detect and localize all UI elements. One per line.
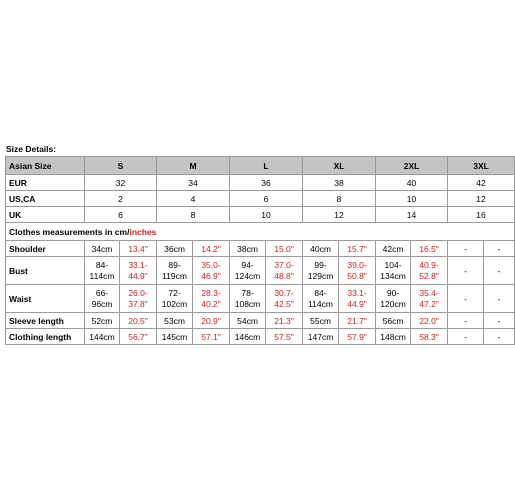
measurement-row — [6, 257, 515, 285]
row-label: Clothing length — [6, 329, 85, 345]
size-m-header: M — [157, 157, 230, 175]
cm-value: 72-102cm — [157, 285, 193, 313]
inch-value: 22.0" — [411, 313, 448, 329]
inch-value: 20.9" — [193, 313, 230, 329]
inch-value: 30.7-42.5" — [266, 285, 303, 313]
cm-value: 56cm — [376, 313, 411, 329]
measurement-row — [6, 313, 515, 329]
empty-cell: - — [448, 329, 484, 345]
cm-value: 146cm — [230, 329, 266, 345]
measurement-row — [6, 329, 515, 345]
size-3xl-header: 3XL — [448, 157, 515, 175]
cm-value: 94-124cm — [230, 257, 266, 285]
cm-value: 145cm — [157, 329, 193, 345]
empty-cell: - — [484, 285, 515, 313]
header-row — [6, 157, 515, 175]
inch-value: 13.4" — [120, 241, 157, 257]
empty-cell: - — [484, 257, 515, 285]
inch-value: 35.4-47.2" — [411, 285, 448, 313]
size-s-header: S — [85, 157, 157, 175]
row-label: US,CA — [6, 191, 85, 207]
size-value: 10 — [230, 207, 303, 223]
conversion-row — [6, 175, 515, 191]
row-label: Shoulder — [6, 241, 85, 257]
cm-value: 84-114cm — [303, 285, 339, 313]
size-value: 6 — [230, 191, 303, 207]
size-chart-table — [5, 156, 515, 345]
cm-value: 144cm — [85, 329, 120, 345]
size-value: 36 — [230, 175, 303, 191]
conversion-row — [6, 191, 515, 207]
cm-value: 104-134cm — [376, 257, 411, 285]
size-2xl-header: 2XL — [376, 157, 448, 175]
size-value: 4 — [157, 191, 230, 207]
row-label: UK — [6, 207, 85, 223]
size-value: 42 — [448, 175, 515, 191]
section-highlight: inches — [129, 226, 157, 237]
empty-cell: - — [448, 313, 484, 329]
inch-value: 15.7" — [339, 241, 376, 257]
inch-value: 35.0-46.9" — [193, 257, 230, 285]
cm-value: 40cm — [303, 241, 339, 257]
inch-value: 58.3" — [411, 329, 448, 345]
cm-value: 99-129cm — [303, 257, 339, 285]
size-value: 32 — [85, 175, 157, 191]
empty-cell: - — [448, 257, 484, 285]
row-label: Bust — [6, 257, 85, 285]
inch-value: 15.0" — [266, 241, 303, 257]
row-label: EUR — [6, 175, 85, 191]
section-heading — [6, 223, 515, 241]
inch-value: 56.7" — [120, 329, 157, 345]
cm-value: 90-120cm — [376, 285, 411, 313]
cm-value: 147cm — [303, 329, 339, 345]
size-value: 38 — [303, 175, 376, 191]
size-value: 6 — [85, 207, 157, 223]
size-l-header: L — [230, 157, 303, 175]
inch-value: 14.2" — [193, 241, 230, 257]
cm-value: 84-114cm — [85, 257, 120, 285]
cm-value: 34cm — [85, 241, 120, 257]
inch-value: 26.0-37.8" — [120, 285, 157, 313]
size-details-title: Size Details: — [6, 144, 57, 154]
measurement-row — [6, 241, 515, 257]
cm-value: 55cm — [303, 313, 339, 329]
empty-cell: - — [484, 329, 515, 345]
row-label: Sleeve length — [6, 313, 85, 329]
size-value: 34 — [157, 175, 230, 191]
inch-value: 57.9" — [339, 329, 376, 345]
conversion-row — [6, 207, 515, 223]
cm-value: 148cm — [376, 329, 411, 345]
cm-value: 42cm — [376, 241, 411, 257]
inch-value: 16.5" — [411, 241, 448, 257]
inch-value: 21.7" — [339, 313, 376, 329]
cm-value: 38cm — [230, 241, 266, 257]
cm-value: 54cm — [230, 313, 266, 329]
empty-cell: - — [448, 241, 484, 257]
size-value: 16 — [448, 207, 515, 223]
size-value: 8 — [157, 207, 230, 223]
size-value: 12 — [303, 207, 376, 223]
size-xl-header: XL — [303, 157, 376, 175]
size-value: 40 — [376, 175, 448, 191]
empty-cell: - — [448, 285, 484, 313]
cm-value: 53cm — [157, 313, 193, 329]
section-row — [6, 223, 515, 241]
inch-value: 21.3" — [266, 313, 303, 329]
inch-value: 20.5" — [120, 313, 157, 329]
cm-value: 66-96cm — [85, 285, 120, 313]
inch-value: 33.1-44.9" — [120, 257, 157, 285]
empty-cell: - — [484, 241, 515, 257]
row-label: Waist — [6, 285, 85, 313]
inch-value: 37.0-48.8" — [266, 257, 303, 285]
section-prefix: Clothes measurements in cm/ — [9, 226, 130, 237]
size-value: 12 — [448, 191, 515, 207]
inch-value: 57.5" — [266, 329, 303, 345]
inch-value: 57.1" — [193, 329, 230, 345]
inch-value: 40.9-52.8" — [411, 257, 448, 285]
cm-value: 89-119cm — [157, 257, 193, 285]
inch-value: 33.1-44.9" — [339, 285, 376, 313]
size-value: 2 — [85, 191, 157, 207]
inch-value: 39.0-50.8" — [339, 257, 376, 285]
size-value: 14 — [376, 207, 448, 223]
size-value: 10 — [376, 191, 448, 207]
header-label: Asian Size — [6, 157, 85, 175]
measurement-row — [6, 285, 515, 313]
empty-cell: - — [484, 313, 515, 329]
cm-value: 36cm — [157, 241, 193, 257]
cm-value: 78-108cm — [230, 285, 266, 313]
cm-value: 52cm — [85, 313, 120, 329]
size-value: 8 — [303, 191, 376, 207]
inch-value: 28.3-40.2" — [193, 285, 230, 313]
